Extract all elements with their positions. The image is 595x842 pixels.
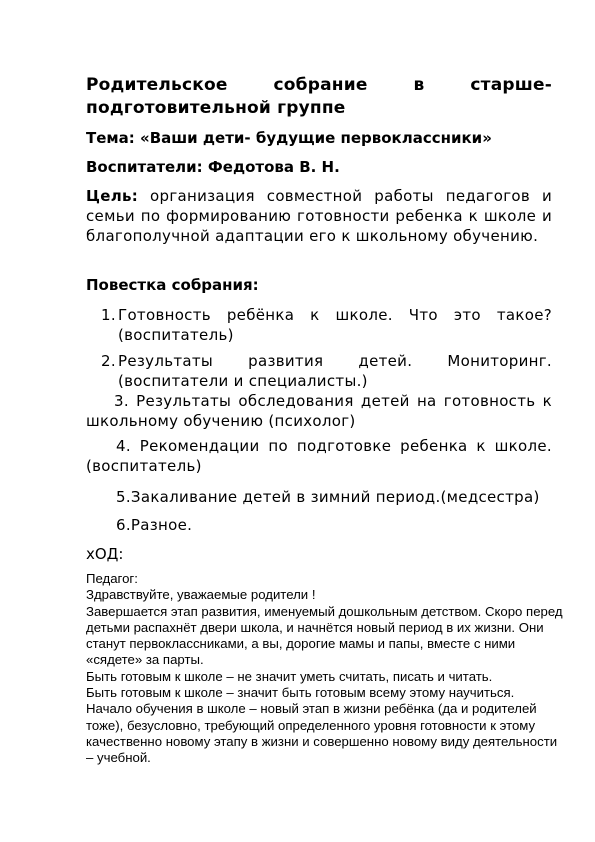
list-item-text: Готовность ребёнка к школе. Что это такое? (воспитатель): [118, 306, 552, 344]
agenda-list: [86, 305, 552, 397]
list-item: [86, 351, 552, 391]
list-item-number: 2.: [101, 352, 116, 370]
list-item-text: Результаты развития детей. Мониторинг. (воспитатели и специалисты.): [118, 352, 552, 390]
goal-text: организация совместной работы педагогов и семьи по формированию готовности ребенка к школе и благополучной адаптации его к школьному обучению.: [86, 187, 552, 245]
speech-paragraph: Быть готовым к школе – не значит уметь считать, писать и читать.: [86, 668, 493, 684]
theme-line: Тема: «Ваши дети- будущие первоклассники»: [86, 129, 492, 147]
speech-text: [86, 571, 566, 767]
speech-paragraph: Завершается этап развития, именуемый дошкольным детством. Скоро перед детьми распахнёт двери школа, и начнётся новый период в их жизни. Они станут первоклассниками, а вы, дорогие мамы и папы, вместе с ними «сядете» за парты.: [86, 603, 563, 668]
speech-speaker: Педагог:: [86, 571, 138, 586]
speech-paragraph: Быть готовым к школе – значит быть готовым всему этому научиться.: [86, 685, 515, 701]
agenda-item-3: 3. Результаты обследования детей на готовность к школьному обучению (психолог): [86, 392, 552, 430]
list-item-number: 1.: [101, 306, 116, 324]
agenda-item-4: 4. Рекомендации по подготовке ребенка к школе. (воспитатель): [86, 437, 552, 475]
agenda-item-5: 5.Закаливание детей в зимний период.(медсестра): [116, 488, 540, 506]
agenda-item-6: 6.Разное.: [116, 516, 193, 534]
document-title: Родительское собрание в старше-подготовительной группе: [86, 75, 552, 118]
list-item: [86, 305, 552, 345]
goal-paragraph: [86, 186, 552, 246]
speech-greeting: Здравствуйте, уважаемые родители !: [86, 587, 316, 603]
speech-paragraph: Начало обучения в школе – новый этап в жизни ребёнка (да и родителей тоже), безусловно, требующий определенного уровня готовности к этому качественно новому этапу в жизни и совершенно новому виду деятельности – учебной.: [86, 701, 558, 766]
progress-heading: хОД:: [86, 545, 124, 563]
educators-line: Воспитатели: Федотова В. Н.: [86, 158, 340, 176]
agenda-title: Повестка собрания:: [86, 276, 259, 294]
goal-label: Цель:: [86, 187, 139, 205]
